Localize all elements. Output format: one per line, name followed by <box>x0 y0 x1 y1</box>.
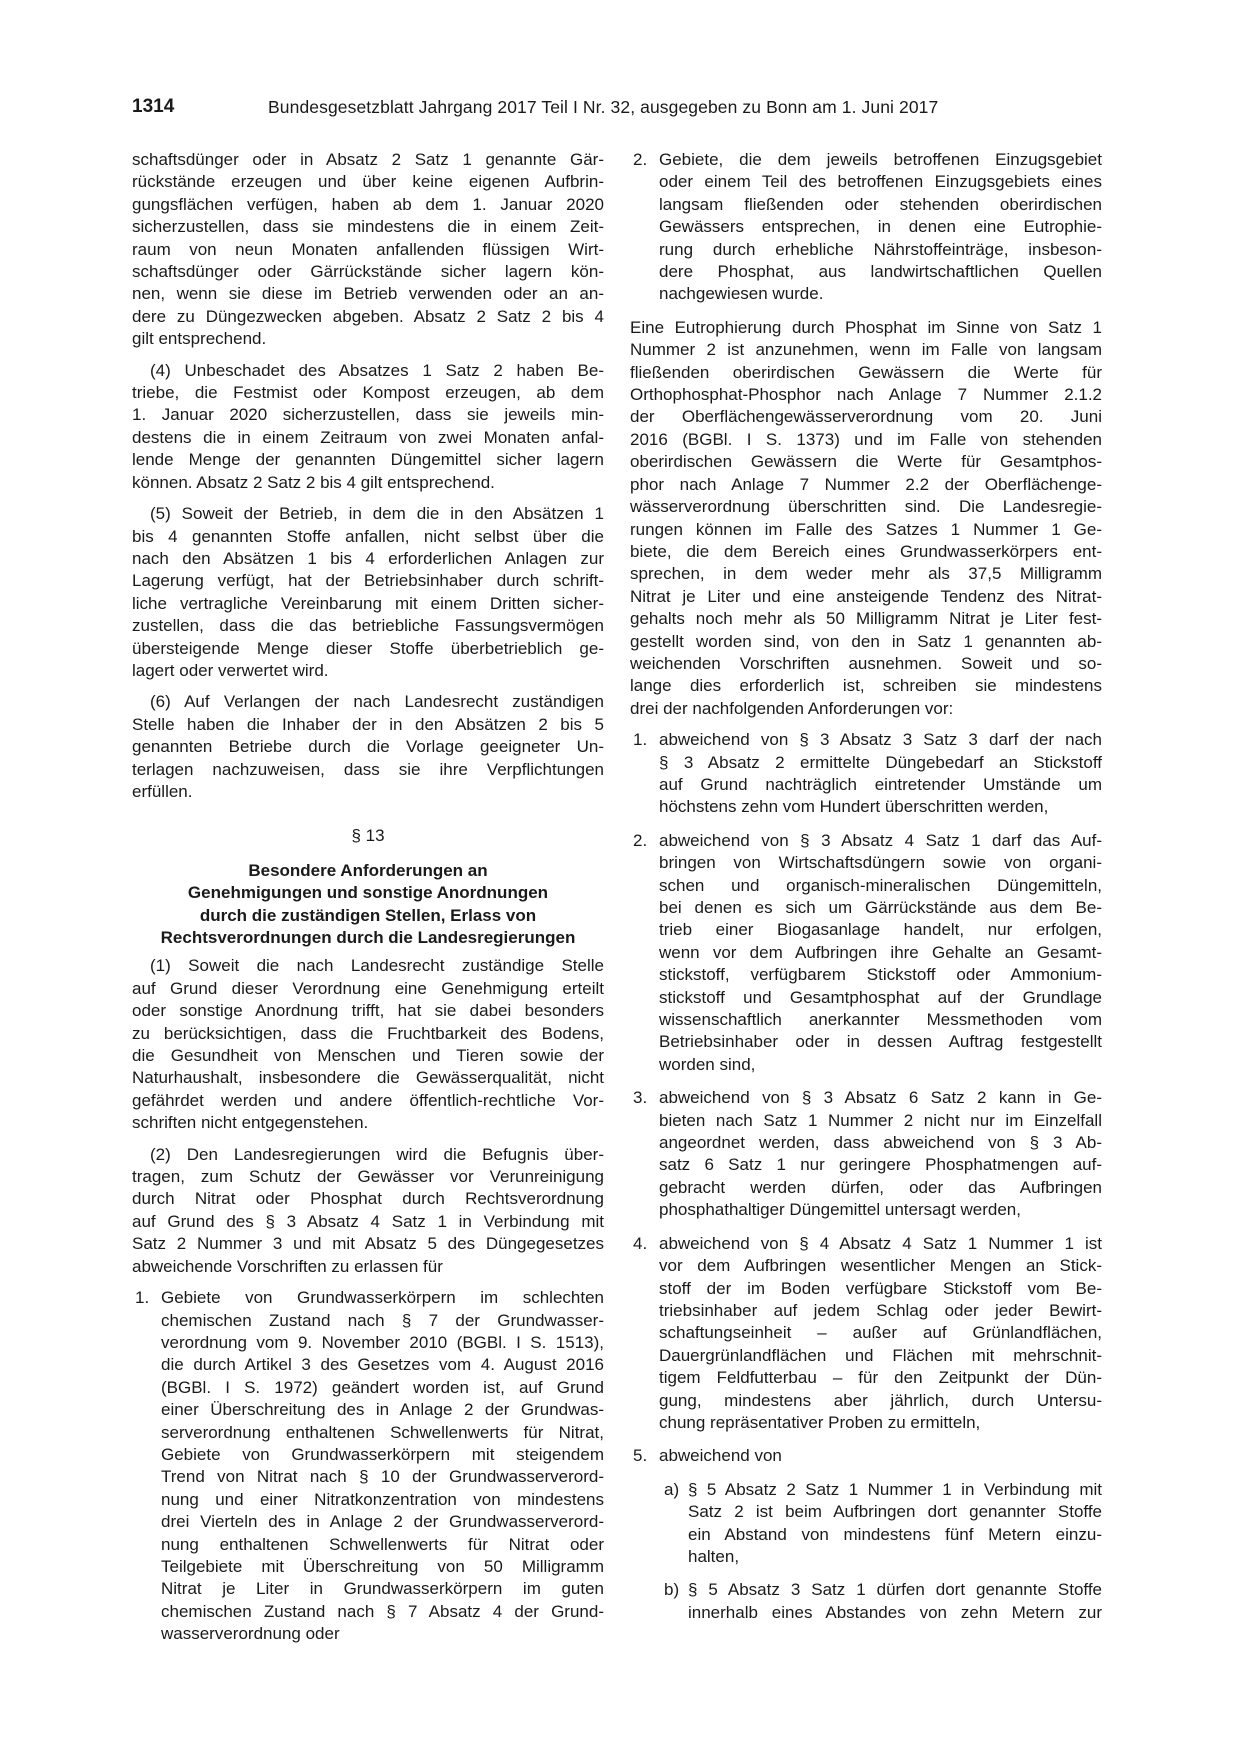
text-line: Gebiete, die dem jeweils betroffenen Einzugsgebiet <box>659 150 1102 169</box>
text-line: bis 4 genannten Stoffe anfallen, nicht selbst über die <box>132 526 604 546</box>
text-line: Naturhaushalt, insbesondere die Gewässerqualität, nicht <box>132 1068 604 1088</box>
text-line: Gebiete von Grundwasserkörpern mit steigendem <box>161 1444 604 1464</box>
list-item-number: b) <box>664 1580 680 1600</box>
text-line: terlagen nachzuweisen, dass sie ihre Verpflichtungen <box>132 759 604 779</box>
text-line: satz 6 Satz 1 nur geringere Phosphatmengen auf- <box>659 1155 1102 1175</box>
text-line: gung, mindestens aber jährlich, durch Untersu- <box>659 1390 1102 1410</box>
text-line: triebe, die Festmist oder Kompost erzeugen, ab dem <box>132 383 604 403</box>
text-line: schaftsdünger oder in Absatz 2 Satz 1 genannte Gär- <box>132 150 604 169</box>
text-line: abweichend von § 3 Absatz 6 Satz 2 kann in Ge- <box>659 1088 1102 1108</box>
text-line: Rechtsverordnungen durch die Landesregierungen <box>160 928 576 947</box>
text-line: Besondere Anforderungen an <box>248 860 488 880</box>
text-line: ein Abstand von mindestens fünf Metern einzu- <box>688 1524 1102 1544</box>
text-line: (BGBl. I S. 1972) geändert worden ist, auf Grund <box>161 1377 604 1397</box>
text-line: zu berücksichtigen, dass die Fruchtbarkeit des Bodens, <box>132 1023 604 1043</box>
text-line: chemischen Zustand nach § 7 der Grundwasser- <box>161 1310 604 1330</box>
text-line: Gewässers entsprechen, in denen eine Eutrophie- <box>659 217 1102 237</box>
text-line: sicherzustellen, dass sie mindestens die in einem Zeit- <box>132 217 604 237</box>
text-line: können. Absatz 2 Satz 2 bis 4 gilt entsprechend. <box>132 472 495 492</box>
text-line: stickstoff und Gesamtphosphat auf der Grundlage <box>659 987 1102 1007</box>
text-line: lagert oder verwertet wird. <box>132 660 329 680</box>
text-line: höchstens zehn vom Hundert überschritten werden, <box>659 797 1049 817</box>
text-line: stickstoff, verfügbarem Stickstoff oder Ammonium- <box>659 965 1102 985</box>
text-line: langsam fließenden oder stehenden oberirdischen <box>659 194 1102 214</box>
text-line: chung repräsentativer Proben zu ermitteln, <box>659 1412 981 1432</box>
text-line: nach den Absätzen 1 bis 4 erforderlichen Anlagen zur <box>132 548 604 568</box>
text-line: Satz 2 Nummer 3 und mit Absatz 5 des Düngegesetzes <box>132 1234 604 1254</box>
text-line: weichenden Vorschriften ausnehmen. Soweit und so- <box>630 653 1102 673</box>
list-item-text <box>659 729 1102 819</box>
text-line: bieten nach Satz 1 Nummer 2 nicht nur im Einzelfall <box>659 1110 1102 1130</box>
text-line: lende Menge der genannten Düngemittel sicher lagern <box>132 450 604 470</box>
text-line: wasserverordnung oder <box>161 1624 340 1644</box>
list-item-number: 4. <box>633 1233 648 1253</box>
list-item-text <box>659 830 1102 1076</box>
text-line: gilt entsprechend. <box>132 329 267 349</box>
text-line: (2) Den Landesregierungen wird die Befugnis über- <box>150 1144 604 1164</box>
section-13-paragraph-1 <box>132 955 604 1134</box>
text-line: oder einem Teil des betroffenen Einzugsgebiets eines <box>659 172 1102 192</box>
text-line: halten, <box>688 1546 740 1566</box>
text-line: die Gesundheit von Menschen und Tieren sowie der <box>132 1046 604 1066</box>
text-line: trieb einer Biogasanlage handelt, nur erfolgen, <box>659 920 1102 940</box>
text-line: auf Grund des § 3 Absatz 4 Satz 1 in Verbindung mit <box>132 1211 604 1231</box>
text-line: erfüllen. <box>132 781 193 801</box>
text-line: verordnung vom 9. November 2010 (BGBl. I S. 1513), <box>161 1332 604 1352</box>
list-item-number: 1. <box>633 730 648 750</box>
paragraph-continued <box>132 149 604 351</box>
list-item-text <box>659 1233 1102 1435</box>
text-line: Nitrat je Liter in Grundwasserkörpern im guten <box>161 1579 604 1599</box>
text-line: wässerverordnung überschritten sind. Die Landesregie- <box>630 497 1102 517</box>
text-line: auf Grund nachträglich eintretender Umstände um <box>659 774 1102 794</box>
text-line: wissenschaftlich anerkannter Messmethoden vom <box>659 1010 1102 1030</box>
text-line: phor nach Anlage 7 Nummer 2.2 der Oberflächenge- <box>630 474 1102 494</box>
text-line: schaftungseinheit – außer auf Grünlandflächen, <box>659 1323 1102 1343</box>
text-line: Teilgebiete mit Überschreitung von 50 Milligramm <box>161 1556 604 1576</box>
list-item-2 <box>630 149 1102 306</box>
text-line: (1) Soweit die nach Landesrecht zuständige Stelle <box>150 956 604 976</box>
text-line: Betriebsinhaber oder in dessen Auftrag festgestellt <box>659 1032 1102 1052</box>
text-line: Nummer 2 ist anzunehmen, wenn im Falle von langsam <box>630 340 1102 360</box>
text-line: abweichend von § 3 Absatz 3 Satz 3 darf der nach <box>659 730 1102 750</box>
text-line: nung und einer Nitratkonzentration von mindestens <box>161 1489 604 1509</box>
text-line: bei denen es sich um Gärrückstände aus dem Be- <box>659 898 1102 917</box>
text-line: nachgewiesen wurde. <box>659 284 824 304</box>
text-line: abweichende Vorschriften zu erlassen für <box>132 1256 443 1276</box>
list-item-text <box>659 1087 1102 1221</box>
text-line: § 5 Absatz 3 Satz 1 dürfen dort genannte Stoffe <box>688 1580 1102 1600</box>
text-line: Orthophosphat-Phosphor nach Anlage 7 Nummer 2.1.2 <box>630 385 1102 405</box>
list-item-text <box>659 149 1102 306</box>
section-number: § 13 <box>351 826 385 846</box>
text-line: rung durch erhebliche Nährstoffeinträge, insbeson- <box>659 239 1102 259</box>
right-column <box>630 149 1102 1635</box>
paragraph-4 <box>132 360 604 494</box>
text-line: oder sonstige Anordnung trifft, hat sie dabei besonders <box>132 1001 604 1021</box>
requirement-5a <box>630 1479 1102 1569</box>
text-line: dere zu Düngezwecken abgeben. Absatz 2 Satz 2 bis 4 <box>132 306 604 326</box>
text-line: Dauergrünlandflächen und Flächen mit mehrschnit- <box>659 1345 1102 1365</box>
list-item-number: 2. <box>633 830 648 850</box>
page-header <box>0 96 1241 126</box>
list-item-number: 5. <box>633 1446 648 1466</box>
text-line: 1. Januar 2020 sicherzustellen, dass sie jeweils min- <box>132 405 604 425</box>
text-line: Eine Eutrophierung durch Phosphat im Sinne von Satz 1 <box>630 317 1102 337</box>
text-line: (4) Unbeschadet des Absatzes 1 Satz 2 haben Be- <box>150 360 604 380</box>
list-item-text <box>161 1287 604 1646</box>
text-line: angeordnet werden, dass abweichend von § 3 Ab- <box>659 1133 1102 1153</box>
text-line: wenn vor dem Aufbringen ihre Gehalte an Gesamt- <box>659 942 1102 962</box>
text-line: vor dem Aufbringen wesentlicher Mengen an Stick- <box>659 1256 1102 1276</box>
text-line: fließenden oberirdischen Gewässern die Werte für <box>630 362 1102 382</box>
text-line: raum von neun Monaten anfallenden flüssigen Wirt- <box>132 239 604 259</box>
text-line: der Oberflächengewässerverordnung vom 20. Juni <box>630 407 1102 427</box>
text-line: § 5 Absatz 2 Satz 1 Nummer 1 in Verbindung mit <box>688 1479 1102 1499</box>
text-line: sprechen, in dem weder mehr als 37,5 Milligramm <box>630 564 1102 584</box>
text-line: (6) Auf Verlangen der nach Landesrecht zuständigen <box>150 692 604 712</box>
text-line: § 3 Absatz 2 ermittelte Düngebedarf an Stickstoff <box>659 752 1102 772</box>
text-line: auf Grund dieser Verordnung eine Genehmigung erteilt <box>132 978 604 998</box>
text-line: gestellt worden sind, von den in Satz 1 genannten ab- <box>630 631 1102 651</box>
text-line: drei Vierteln des in Anlage 2 der Grundwasserverord- <box>161 1512 604 1532</box>
paragraph-6 <box>132 691 604 803</box>
text-line: worden sind, <box>659 1054 756 1074</box>
text-line: gefährdet werden und andere öffentlich-rechtliche Vor- <box>132 1090 604 1110</box>
text-line: stoff der im Boden verfügbare Stickstoff vom Be- <box>659 1278 1102 1298</box>
text-line: Lagerung verfügt, hat der Betriebsinhaber durch schrift- <box>132 571 604 591</box>
text-line: abweichend von § 4 Absatz 4 Satz 1 Nummer 1 ist <box>659 1233 1102 1253</box>
text-line: Gebiete von Grundwasserkörpern im schlechten <box>161 1288 604 1308</box>
list-item-text <box>688 1479 1102 1569</box>
paragraph-5 <box>132 503 604 682</box>
text-line: durch die zuständigen Stellen, Erlass von <box>199 905 537 925</box>
text-line: oberirdischen Gewässern die Werte für Gesamtphos- <box>630 452 1102 472</box>
text-line: serverordnung enthaltenen Schwellenwerts für Nitrat, <box>161 1422 604 1442</box>
text-line: Genehmigungen und sonstige Anordnungen <box>187 883 549 903</box>
requirement-5 <box>630 1445 1102 1467</box>
text-line: abweichend von <box>659 1446 782 1466</box>
text-line: rungen können im Falle des Satzes 1 Nummer 1 Ge- <box>630 519 1102 539</box>
text-line: abweichend von § 3 Absatz 4 Satz 1 darf das Auf- <box>659 830 1102 850</box>
text-line: Trend von Nitrat nach § 10 der Grundwasserverord- <box>161 1467 604 1487</box>
text-line: genannten Betriebe durch die Vorlage geeigneter Un- <box>132 737 604 757</box>
text-line: destens die in einem Zeitraum von zwei Monaten anfal- <box>132 427 604 447</box>
text-line: biete, die dem Bereich eines Grundwasserkörpers ent- <box>630 541 1102 561</box>
text-line: die durch Artikel 3 des Gesetzes vom 4. August 2016 <box>161 1355 604 1375</box>
requirement-1 <box>630 729 1102 819</box>
list-item-number: 1. <box>135 1288 150 1308</box>
text-line: 2016 (BGBl. I S. 1373) und im Falle von stehenden <box>630 429 1102 449</box>
list-item-number: a) <box>664 1479 680 1499</box>
text-line: dere Phosphat, aus landwirtschaftlichen Quellen <box>659 262 1102 282</box>
text-line: gehalts noch mehr als 50 Milligramm Nitrat je Liter fest- <box>630 609 1102 629</box>
text-line: innerhalb eines Abstandes von zehn Metern zur <box>688 1602 1102 1622</box>
text-line: (5) Soweit der Betrieb, in dem die in den Absätzen 1 <box>150 504 604 524</box>
text-line: tigem Feldfutterbau – für den Zeitpunkt der Dün- <box>659 1368 1102 1388</box>
list-item-number: 3. <box>633 1088 648 1108</box>
text-line: chemischen Zustand nach § 7 Absatz 4 der Grund- <box>161 1601 604 1621</box>
text-line: gungsflächen verfügen, haben ab dem 1. Januar 2020 <box>132 194 604 214</box>
text-line: schriften nicht entgegenstehen. <box>132 1113 369 1133</box>
text-line: übersteigende Menge dieser Stoffe überbetrieblich ge- <box>132 638 604 658</box>
requirement-5b <box>630 1579 1102 1624</box>
page-number: 1314 <box>132 96 175 117</box>
text-line: schaftsdünger oder Gärrückstände sicher lagern kön- <box>132 262 604 282</box>
requirement-3 <box>630 1087 1102 1221</box>
text-line: phosphathaltiger Düngemittel untersagt werden, <box>659 1200 1021 1220</box>
text-line: liche vertragliche Vereinbarung mit einem Dritten sicher- <box>132 593 604 613</box>
list-item-text <box>659 1445 1102 1467</box>
text-line: durch Nitrat oder Phosphat durch Rechtsverordnung <box>132 1189 604 1209</box>
left-column <box>132 149 604 1657</box>
text-line: zustellen, dass die das betriebliche Fassungsvermögen <box>132 616 604 636</box>
text-line: rückstände erzeugen und über keine eigenen Aufbrin- <box>132 172 604 192</box>
requirement-4 <box>630 1233 1102 1435</box>
text-line: schen und organisch-mineralischen Düngemitteln, <box>659 875 1102 895</box>
text-line: drei der nachfolgenden Anforderungen vor: <box>630 698 954 718</box>
text-line: Satz 2 ist beim Aufbringen dort genannter Stoffe <box>688 1502 1102 1522</box>
text-line: lange dies erforderlich ist, schreiben sie mindestens <box>630 676 1102 696</box>
text-line: triebsinhaber auf jedem Schlag oder jeder Bewirt- <box>659 1300 1102 1320</box>
text-line: tragen, zum Schutz der Gewässer vor Verunreinigung <box>132 1167 604 1187</box>
running-title: Bundesgesetzblatt Jahrgang 2017 Teil I Nr. 32, ausgegeben zu Bonn am 1. Juni 2017 <box>268 97 939 117</box>
text-line: nen, wenn sie diese im Betrieb verwenden oder an an- <box>132 284 604 304</box>
section-title <box>132 860 604 950</box>
requirement-2 <box>630 830 1102 1076</box>
list-item-1 <box>132 1287 604 1646</box>
text-line: Stelle haben die Inhaber der in den Absätzen 2 bis 5 <box>132 714 604 734</box>
text-line: nung enthaltenen Schwellenwerts für Nitrat oder <box>161 1534 604 1554</box>
text-line: bringen von Wirtschaftsdüngern sowie von organi- <box>659 853 1102 873</box>
list-item-number: 2. <box>633 150 648 169</box>
list-item-text <box>688 1579 1102 1624</box>
section-13-paragraph-2 <box>132 1144 604 1278</box>
text-line: gebracht werden dürfen, oder das Aufbringen <box>659 1177 1102 1197</box>
eutrophication-paragraph <box>630 317 1102 720</box>
text-line: einer Überschreitung des in Anlage 2 der Grundwas- <box>161 1400 604 1420</box>
text-line: Nitrat je Liter und eine ansteigende Tendenz des Nitrat- <box>630 586 1102 606</box>
